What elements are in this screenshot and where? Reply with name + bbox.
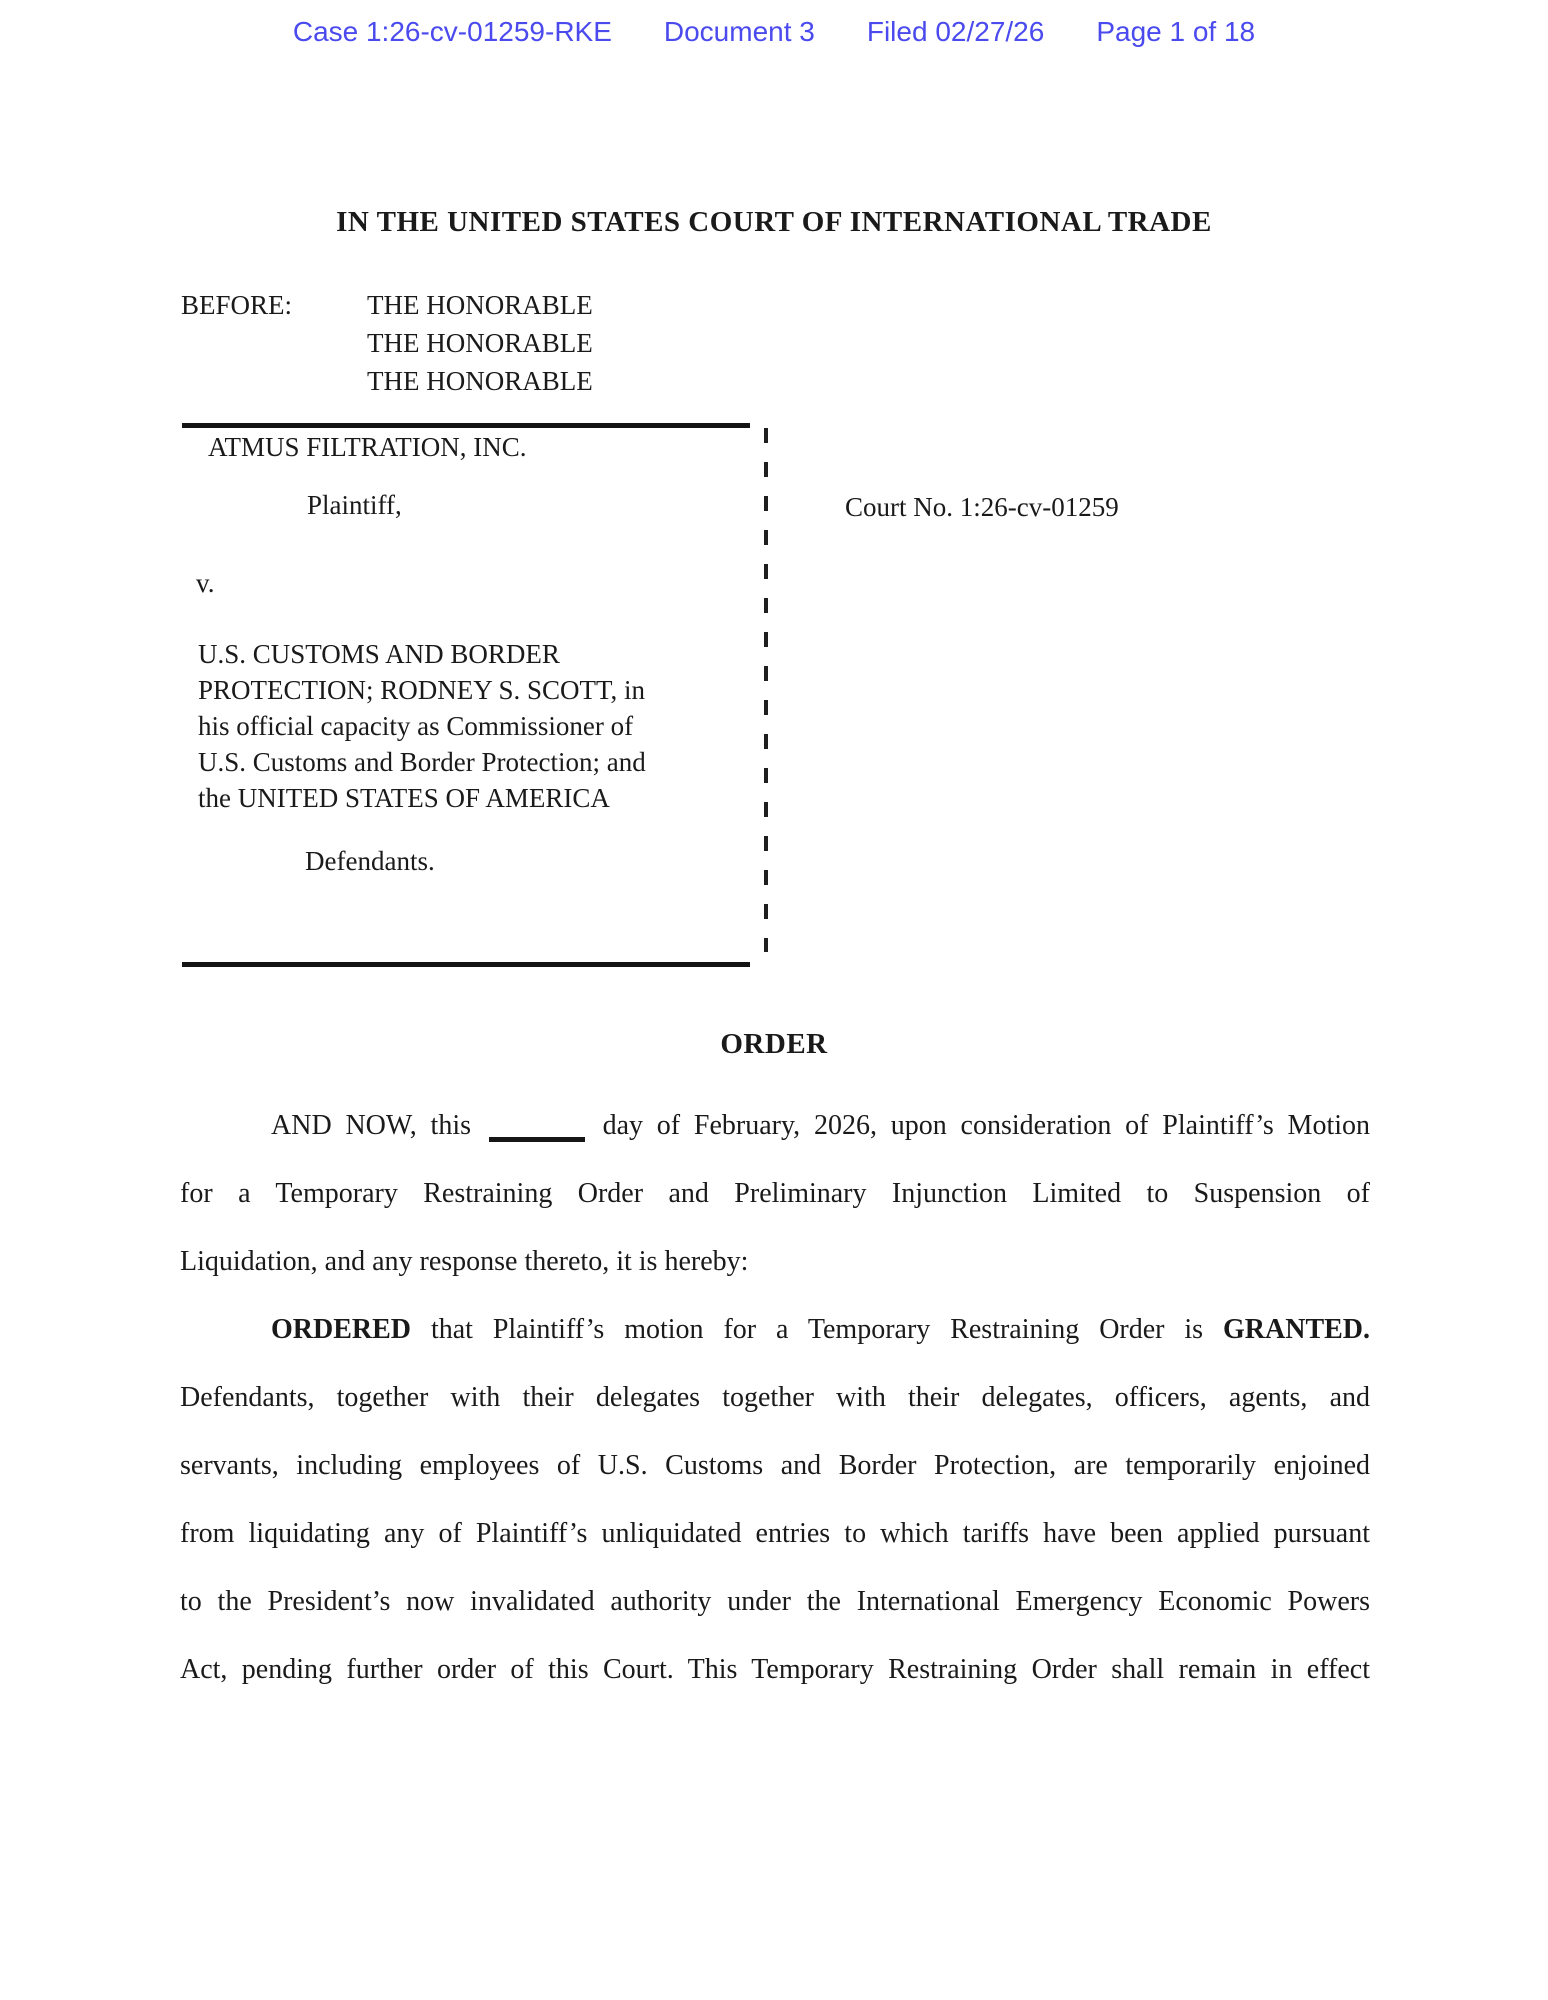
judge-name: THE HONORABLE — [367, 366, 593, 396]
body-text: that Plaintiff’s motion for a Temporary Restraining Order is — [430, 1314, 1204, 1345]
defendant-line: the UNITED STATES OF AMERICA — [198, 783, 610, 813]
defendant-line: his official capacity as Commissioner of — [198, 711, 634, 741]
judge-list — [367, 286, 593, 400]
body-line — [180, 1296, 1370, 1364]
plaintiff-name: ATMUS FILTRATION, INC. — [208, 432, 527, 462]
caption-top-rule — [182, 423, 750, 428]
body-line: Act, pending further order of this Court. This Temporary Restraining Order shall remain in effect — [180, 1654, 1370, 1685]
body-line — [180, 1092, 1370, 1160]
caption-bottom-rule — [182, 962, 750, 967]
body-line: Liquidation, and any response thereto, it is hereby: — [180, 1246, 749, 1277]
body-line: servants, including employees of U.S. Customs and Border Protection, are temporarily enjoined — [180, 1450, 1370, 1481]
ecf-case-number: Case 1:26-cv-01259-RKE — [292, 16, 612, 47]
fill-in-blank-line — [489, 1111, 585, 1142]
body-text-bold: ORDERED — [271, 1314, 412, 1345]
body-text: AND NOW, this — [271, 1110, 471, 1141]
before-block — [181, 286, 593, 400]
before-label: BEFORE: — [181, 290, 293, 320]
ecf-filed-date: Filed 02/27/26 — [866, 16, 1045, 47]
court-number: Court No. 1:26-cv-01259 — [845, 492, 1119, 522]
defendants-role-label: Defendants. — [305, 846, 435, 876]
body-line: Defendants, together with their delegates together with their delegates, officers, agents, and — [180, 1382, 1370, 1413]
versus-label: v. — [196, 568, 215, 598]
ecf-page-number: Page 1 of 18 — [1096, 16, 1256, 47]
defendant-line: PROTECTION; RODNEY S. SCOTT, in — [198, 675, 646, 705]
defendant-line: U.S. CUSTOMS AND BORDER — [198, 639, 560, 669]
court-title: IN THE UNITED STATES COURT OF INTERNATIONAL TRADE — [336, 206, 1212, 238]
order-body — [180, 1092, 1370, 1704]
body-text: day of February, 2026, upon consideration of Plaintiff’s Motion — [602, 1110, 1371, 1141]
ecf-document-number: Document 3 — [663, 16, 815, 47]
body-line: to the President’s now invalidated authority under the International Emergency Economic Powers — [180, 1586, 1370, 1617]
body-line: from liquidating any of Plaintiff’s unliquidated entries to which tariffs have been applied pursuant — [180, 1518, 1370, 1549]
judge-name: THE HONORABLE — [367, 328, 593, 358]
caption-divider-dashes — [764, 428, 768, 952]
ecf-stamp-header — [0, 16, 1548, 48]
defendant-line: U.S. Customs and Border Protection; and — [198, 747, 646, 777]
body-text-bold: GRANTED. — [1223, 1314, 1371, 1345]
order-heading: ORDER — [720, 1028, 828, 1060]
body-line: for a Temporary Restraining Order and Preliminary Injunction Limited to Suspension of — [180, 1178, 1370, 1209]
defendant-name-block — [198, 636, 646, 816]
judge-name: THE HONORABLE — [367, 290, 593, 320]
plaintiff-role-label: Plaintiff, — [307, 490, 402, 520]
